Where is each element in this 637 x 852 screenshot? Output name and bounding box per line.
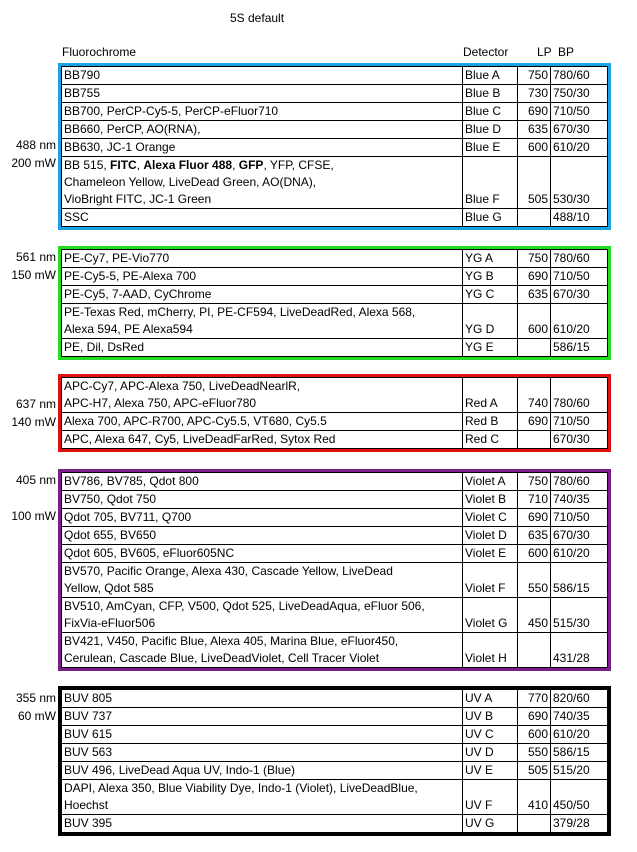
- bp-cell: 670/30: [551, 431, 608, 449]
- table-row: [62, 286, 608, 304]
- header-lp: LP: [537, 45, 552, 59]
- fluorochrome-cell: BV510, AmCyan, CFP, V500, Qdot 525, LiveDeadAqua, eFluor 506, FixVia-eFluor506: [62, 598, 463, 633]
- lp-cell: 550: [518, 744, 551, 762]
- detector-cell: UV D: [463, 744, 518, 762]
- lp-cell: [518, 815, 551, 833]
- table-row: [62, 690, 608, 708]
- fluorochrome-cell: BB630, JC-1 Orange: [62, 139, 463, 157]
- fluorochrome-cell: PE-Cy5, 7-AAD, CyChrome: [62, 286, 463, 304]
- bp-cell: 610/20: [551, 726, 608, 744]
- bp-cell: 379/28: [551, 815, 608, 833]
- detector-cell: Violet B: [463, 491, 518, 509]
- laser-488-power: 200 mW: [11, 156, 56, 170]
- lp-cell: 690: [518, 103, 551, 121]
- detector-cell: Violet C: [463, 509, 518, 527]
- detector-cell: Blue F: [463, 157, 518, 209]
- bp-cell: 780/60: [551, 473, 608, 491]
- bp-cell: 670/30: [551, 121, 608, 139]
- detector-cell: Violet D: [463, 527, 518, 545]
- detector-cell: Blue D: [463, 121, 518, 139]
- header-detector: Detector: [463, 45, 509, 59]
- fluorochrome-cell: BB700, PerCP-Cy5-5, PerCP-eFluor710: [62, 103, 463, 121]
- lp-cell: 600: [518, 139, 551, 157]
- fluorochrome-cell: BV570, Pacific Orange, Alexa 430, Cascade Yellow, LiveDead Yellow, Qdot 585: [62, 563, 463, 598]
- fluorochrome-cell: BUV 563: [62, 744, 463, 762]
- lp-cell: 505: [518, 762, 551, 780]
- fluorochrome-cell: BUV 737: [62, 708, 463, 726]
- laser-637-wavelength: 637 nm: [15, 397, 56, 411]
- lp-cell: 690: [518, 509, 551, 527]
- bp-cell: 670/30: [551, 286, 608, 304]
- fluorochrome-cell: BV750, Qdot 750: [62, 491, 463, 509]
- detector-cell: Violet F: [463, 563, 518, 598]
- table-row: [62, 473, 608, 491]
- table-row: [62, 780, 608, 815]
- bp-cell: 710/50: [551, 268, 608, 286]
- header-fluorochrome: Fluorochrome: [62, 45, 137, 59]
- table-row: [62, 304, 608, 339]
- table-row: [62, 67, 608, 85]
- laser-355-wavelength: 355 nm: [15, 691, 56, 705]
- lp-cell: 600: [518, 726, 551, 744]
- bp-cell: 780/60: [551, 250, 608, 268]
- fluorochrome-cell: PE-Cy5-5, PE-Alexa 700: [62, 268, 463, 286]
- table-row: [62, 726, 608, 744]
- detector-cell: Violet A: [463, 473, 518, 491]
- detector-cell: YG C: [463, 286, 518, 304]
- bp-cell: 610/20: [551, 304, 608, 339]
- laser-group-488: [58, 63, 611, 230]
- fluorochrome-cell: BB790: [62, 67, 463, 85]
- bp-cell: 710/50: [551, 103, 608, 121]
- bp-cell: 820/60: [551, 690, 608, 708]
- bp-cell: 740/35: [551, 708, 608, 726]
- fluorochrome-cell: BB755: [62, 85, 463, 103]
- detector-cell: Violet E: [463, 545, 518, 563]
- detector-cell: Blue G: [463, 209, 518, 227]
- bp-cell: 586/15: [551, 744, 608, 762]
- table-row: [62, 708, 608, 726]
- lp-cell: 740: [518, 378, 551, 413]
- fluorochrome-cell: APC-Cy7, APC-Alexa 750, LiveDeadNearlR, APC-H7, Alexa 750, APC-eFluor780: [62, 378, 463, 413]
- bp-cell: 515/20: [551, 762, 608, 780]
- detector-cell: UV E: [463, 762, 518, 780]
- bp-cell: 670/30: [551, 527, 608, 545]
- detector-table-561: [61, 249, 608, 357]
- lp-cell: 550: [518, 563, 551, 598]
- bp-cell: 530/30: [551, 157, 608, 209]
- laser-637-power: 140 mW: [11, 415, 56, 429]
- detector-cell: UV B: [463, 708, 518, 726]
- lp-cell: 450: [518, 598, 551, 633]
- detector-cell: Red B: [463, 413, 518, 431]
- table-row: [62, 157, 608, 209]
- lp-cell: 600: [518, 545, 551, 563]
- fluorochrome-cell: APC, Alexa 647, Cy5, LiveDeadFarRed, Sytox Red: [62, 431, 463, 449]
- bp-cell: 740/35: [551, 491, 608, 509]
- lp-cell: 690: [518, 268, 551, 286]
- detector-cell: Red C: [463, 431, 518, 449]
- lp-cell: [518, 339, 551, 357]
- laser-561-wavelength: 561 nm: [15, 250, 56, 264]
- table-row: [62, 85, 608, 103]
- laser-group-561: [58, 246, 611, 360]
- detector-table-488: [61, 66, 608, 227]
- table-row: [62, 491, 608, 509]
- bp-cell: 515/30: [551, 598, 608, 633]
- detector-table-355: [61, 689, 608, 833]
- detector-cell: Blue C: [463, 103, 518, 121]
- fluorochrome-cell: Qdot 605, BV605, eFluor605NC: [62, 545, 463, 563]
- detector-cell: YG E: [463, 339, 518, 357]
- lp-cell: 770: [518, 690, 551, 708]
- fluorochrome-cell: BB 515, FITC, Alexa Fluor 488, GFP, YFP, CFSE, Chameleon Yellow, LiveDead Green, AO(DNA), VioBright FITC, JC-1 Green: [62, 157, 463, 209]
- laser-group-355: [58, 686, 611, 836]
- fluorochrome-cell: Qdot 705, BV711, Q700: [62, 509, 463, 527]
- bp-cell: 488/10: [551, 209, 608, 227]
- laser-405-wavelength: 405 nm: [15, 473, 56, 487]
- table-row: [62, 103, 608, 121]
- lp-cell: 635: [518, 121, 551, 139]
- table-row: [62, 598, 608, 633]
- fluorochrome-cell: BUV 496, LiveDead Aqua UV, Indo-1 (Blue): [62, 762, 463, 780]
- lp-cell: 750: [518, 67, 551, 85]
- table-row: [62, 413, 608, 431]
- bp-cell: 586/15: [551, 563, 608, 598]
- table-row: [62, 509, 608, 527]
- lp-cell: [518, 209, 551, 227]
- table-row: [62, 339, 608, 357]
- lp-cell: 750: [518, 250, 551, 268]
- lp-cell: 600: [518, 304, 551, 339]
- fluorochrome-cell: BUV 395: [62, 815, 463, 833]
- table-row: [62, 633, 608, 668]
- lp-cell: 505: [518, 157, 551, 209]
- bp-cell: 710/50: [551, 413, 608, 431]
- lp-cell: 635: [518, 527, 551, 545]
- lp-cell: [518, 633, 551, 668]
- laser-405-power: 100 mW: [11, 509, 56, 523]
- bp-cell: 610/20: [551, 545, 608, 563]
- detector-cell: Red A: [463, 378, 518, 413]
- lp-cell: 410: [518, 780, 551, 815]
- detector-cell: YG A: [463, 250, 518, 268]
- fluorochrome-cell: BB660, PerCP, AO(RNA),: [62, 121, 463, 139]
- laser-488-wavelength: 488 nm: [15, 138, 56, 152]
- laser-355-power: 60 mW: [17, 709, 56, 723]
- fluorochrome-cell: Alexa 700, APC-R700, APC-Cy5.5, VT680, Cy5.5: [62, 413, 463, 431]
- detector-table-637: [61, 377, 608, 449]
- table-row: [62, 762, 608, 780]
- fluorochrome-cell: SSC: [62, 209, 463, 227]
- detector-cell: Blue B: [463, 85, 518, 103]
- lp-cell: [518, 431, 551, 449]
- detector-cell: Violet G: [463, 598, 518, 633]
- lp-cell: 730: [518, 85, 551, 103]
- lp-cell: 690: [518, 413, 551, 431]
- fluorochrome-cell: BUV 615: [62, 726, 463, 744]
- fluorochrome-cell: PE, Dil, DsRed: [62, 339, 463, 357]
- table-row: [62, 250, 608, 268]
- table-row: [62, 378, 608, 413]
- fluorochrome-cell: BV786, BV785, Qdot 800: [62, 473, 463, 491]
- fluorochrome-cell: BV421, V450, Pacific Blue, Alexa 405, Marina Blue, eFluor450, Cerulean, Cascade Blue, LiveDeadViolet, Cell Tracer Violet: [62, 633, 463, 668]
- fluorochrome-cell: DAPI, Alexa 350, Blue Viability Dye, Indo-1 (Violet), LiveDeadBlue, Hoechst: [62, 780, 463, 815]
- detector-cell: Blue A: [463, 67, 518, 85]
- table-row: [62, 431, 608, 449]
- detector-cell: YG D: [463, 304, 518, 339]
- page-title: 5S default: [230, 11, 285, 25]
- bp-cell: 431/28: [551, 633, 608, 668]
- fluorochrome-cell: PE-Cy7, PE-Vio770: [62, 250, 463, 268]
- detector-cell: UV C: [463, 726, 518, 744]
- bp-cell: 750/30: [551, 85, 608, 103]
- bp-cell: 780/60: [551, 378, 608, 413]
- bp-cell: 780/60: [551, 67, 608, 85]
- bp-cell: 710/50: [551, 509, 608, 527]
- fluorochrome-cell: PE-Texas Red, mCherry, PI, PE-CF594, LiveDeadRed, Alexa 568, Alexa 594, PE Alexa594: [62, 304, 463, 339]
- lp-cell: 710: [518, 491, 551, 509]
- bp-cell: 450/50: [551, 780, 608, 815]
- table-row: [62, 527, 608, 545]
- detector-table-405: [61, 472, 608, 668]
- detector-cell: UV A: [463, 690, 518, 708]
- detector-cell: UV F: [463, 780, 518, 815]
- table-row: [62, 121, 608, 139]
- lp-cell: 635: [518, 286, 551, 304]
- table-row: [62, 563, 608, 598]
- lp-cell: 690: [518, 708, 551, 726]
- table-row: [62, 815, 608, 833]
- laser-group-405: [58, 469, 611, 671]
- table-row: [62, 744, 608, 762]
- detector-cell: Blue E: [463, 139, 518, 157]
- table-row: [62, 545, 608, 563]
- table-row: [62, 139, 608, 157]
- detector-cell: UV G: [463, 815, 518, 833]
- laser-561-power: 150 mW: [11, 268, 56, 282]
- detector-cell: Violet H: [463, 633, 518, 668]
- table-row: [62, 209, 608, 227]
- bp-cell: 610/20: [551, 139, 608, 157]
- header-bp: BP: [558, 45, 575, 59]
- detector-cell: YG B: [463, 268, 518, 286]
- fluorochrome-cell: Qdot 655, BV650: [62, 527, 463, 545]
- bp-cell: 586/15: [551, 339, 608, 357]
- fluorochrome-cell: BUV 805: [62, 690, 463, 708]
- lp-cell: 750: [518, 473, 551, 491]
- table-row: [62, 268, 608, 286]
- laser-group-637: [58, 374, 611, 452]
